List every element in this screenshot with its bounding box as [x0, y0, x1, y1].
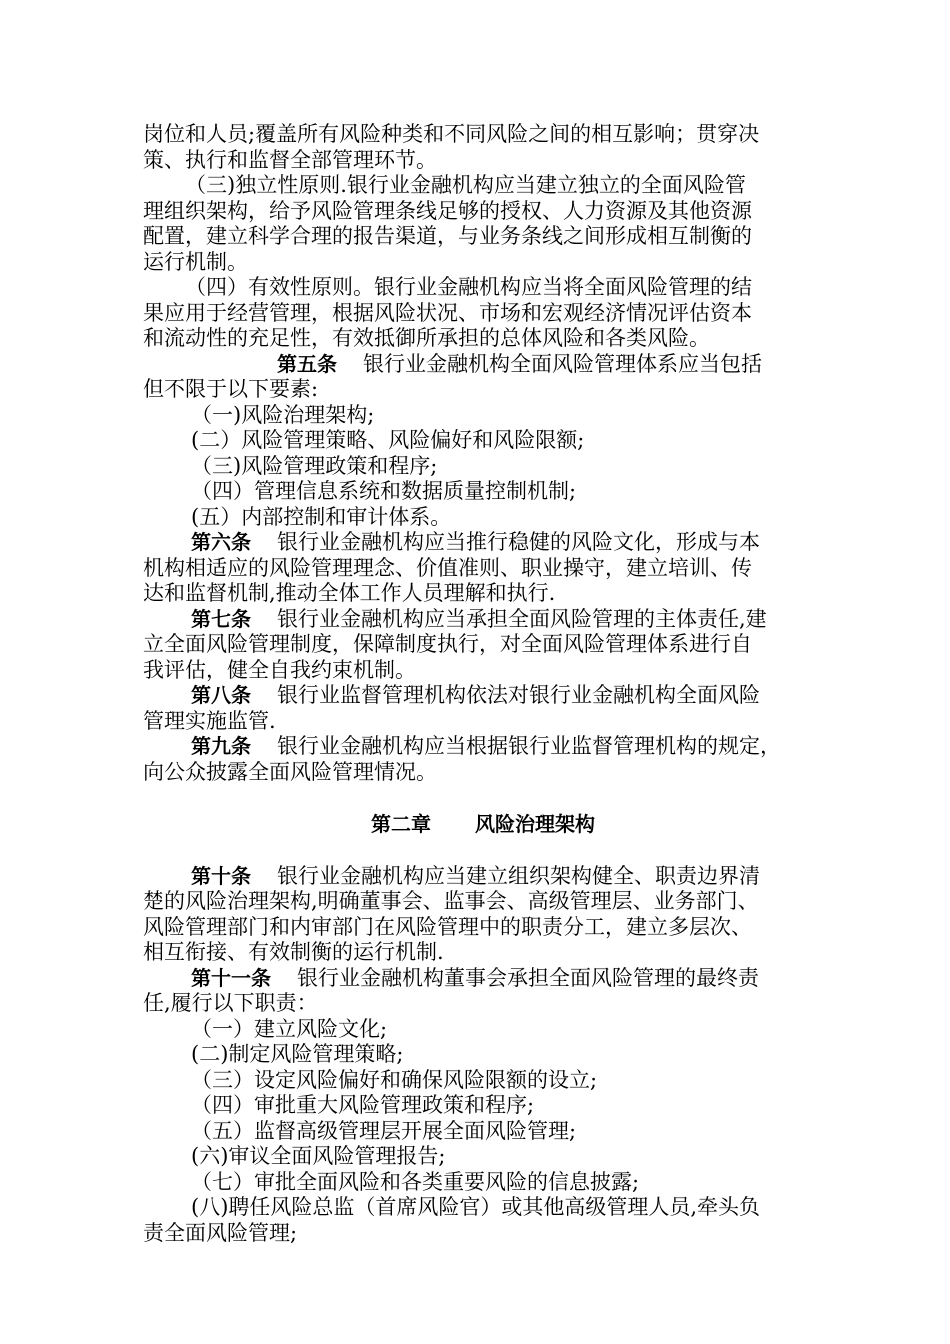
- article-title: 第十一条: [191, 965, 271, 990]
- article-11-line: [143, 966, 823, 992]
- article-text: 银行业金融机构应当建立组织架构健全、职责边界清: [277, 863, 760, 888]
- text-line: 任,履行以下职责：: [143, 991, 318, 1015]
- list-item: (八)聘任风险总监（首席风险官）或其他高级管理人员,牵头负: [191, 1195, 761, 1219]
- text-line: 配置，建立科学合理的报告渠道，与业务条线之间形成相互制衡的: [143, 224, 752, 248]
- text-line: 向公众披露全面风险管理情况。: [143, 759, 437, 784]
- text-line: （四）有效性原则。银行业金融机构应当将全面风险管理的结: [185, 275, 752, 299]
- article-title: 第十条: [191, 863, 251, 888]
- text-line: 和流动性的充足性，有效抵御所承担的总体风险和各类风险。: [143, 326, 710, 350]
- list-item: （一)风险治理架构;: [191, 402, 375, 427]
- article-title: 第九条: [191, 734, 251, 758]
- text-line: 管理实施监管.: [143, 708, 276, 733]
- list-item: (二)制定风险管理策略;: [191, 1042, 404, 1066]
- text-line: 我评估，健全自我约束机制。: [143, 657, 416, 682]
- list-item: （七）审批全面风险和各类重要风险的信息披露;: [191, 1169, 640, 1194]
- text-line: 果应用于经营管理，根据风险状况、市场和宏观经济情况评估资本: [143, 300, 752, 325]
- article-text: 银行业金融机构全面风险管理体系应当包括: [363, 351, 762, 376]
- chapter-number: 第二章: [371, 812, 431, 836]
- text-line: 楚的风险治理架构,明确董事会、监事会、高级管理层、业务部门、: [143, 889, 759, 913]
- document-body: [143, 122, 823, 1246]
- text-line: 风险管理部门和内审部门在风险管理中的职责分工，建立多层次、: [143, 914, 752, 939]
- article-8-line: [143, 683, 823, 709]
- article-title: 第七条: [191, 606, 251, 631]
- list-item: （三）设定风险偏好和确保风险限额的设立;: [191, 1067, 598, 1092]
- chapter-title: 风险治理架构: [475, 812, 595, 836]
- text-line: 责全面风险管理;: [143, 1220, 298, 1245]
- text-line: 策、执行和监督全部管理环节。: [143, 147, 437, 172]
- article-title: 第五条: [277, 351, 337, 376]
- article-text: 银行业金融机构董事会承担全面风险管理的最终责: [297, 965, 759, 990]
- article-7-line: [143, 607, 823, 633]
- text-line: 机构相适应的风险管理理念、价值准则、职业操守，建立培训、传: [143, 555, 752, 580]
- article-9-line: [143, 734, 823, 760]
- text-line: 岗位和人员;覆盖所有风险种类和不同风险之间的相互影响；贯穿决: [143, 122, 760, 146]
- text-line: 运行机制。: [143, 249, 248, 274]
- article-10-line: [143, 864, 823, 890]
- list-item: (二）风险管理策略、风险偏好和风险限额;: [191, 428, 585, 452]
- list-item: （五）监督高级管理层开展全面风险管理;: [191, 1118, 577, 1143]
- text-line: 但不限于以下要素:: [143, 377, 319, 401]
- list-item: （四）管理信息系统和数据质量控制机制;: [191, 479, 577, 503]
- list-item: （三)风险管理政策和程序;: [191, 453, 438, 478]
- list-item: （四）审批重大风险管理政策和程序;: [191, 1093, 535, 1117]
- list-item: (五）内部控制和审计体系。: [191, 504, 452, 529]
- article-text: 银行业金融机构应当根据银行业监督管理机构的规定，: [277, 734, 781, 758]
- chapter-heading: [143, 812, 823, 838]
- article-text: 银行业金融机构应当推行稳健的风险文化，形成与本: [277, 530, 760, 554]
- article-title: 第六条: [191, 530, 251, 554]
- list-item: (六)审议全面风险管理报告;: [191, 1144, 446, 1168]
- text-line: 立全面风险管理制度，保障制度执行，对全面风险管理体系进行自: [143, 632, 752, 656]
- text-line: 相互衔接、有效制衡的运行机制.: [143, 940, 444, 964]
- article-text: 银行业监督管理机构依法对银行业金融机构全面风险: [277, 683, 760, 707]
- text-line: （三)独立性原则.银行业金融机构应当建立独立的全面风险管: [185, 173, 746, 197]
- article-6-line: [143, 530, 823, 556]
- list-item: （一）建立风险文化;: [191, 1016, 388, 1041]
- article-text: 银行业金融机构应当承担全面风险管理的主体责任,建: [277, 606, 767, 631]
- text-line: 达和监督机制,推动全体工作人员理解和执行.: [143, 581, 556, 605]
- text-line: 理组织架构，给予风险管理条线足够的授权、人力资源及其他资源: [143, 198, 752, 223]
- article-title: 第八条: [191, 683, 251, 707]
- article-5-line: [143, 352, 823, 378]
